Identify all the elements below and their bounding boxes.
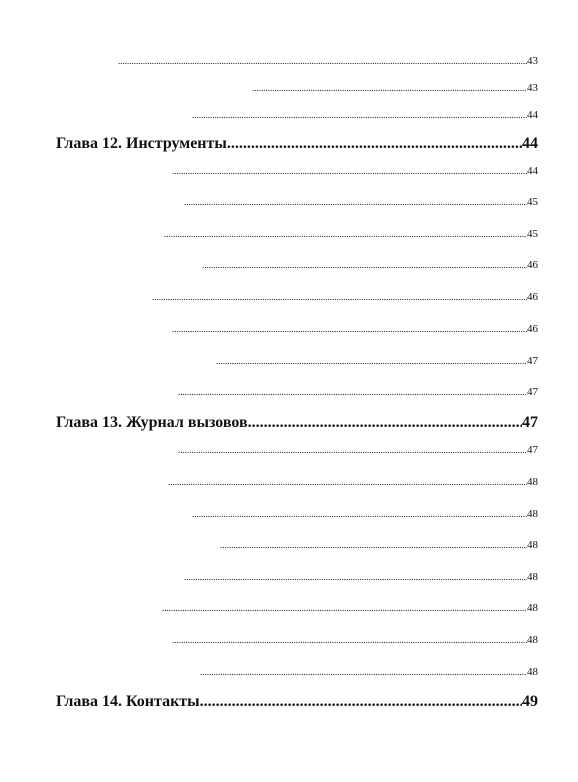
- toc-entry[interactable]: [164, 227, 538, 241]
- dot-leader: [252, 81, 527, 95]
- dot-leader: [248, 413, 522, 433]
- toc-entry[interactable]: [184, 570, 538, 584]
- toc-entry[interactable]: [184, 195, 538, 209]
- dot-leader: [168, 475, 527, 489]
- toc-chapter-13[interactable]: [56, 413, 538, 433]
- toc-page-number: 44: [522, 135, 538, 152]
- toc-entry[interactable]: [172, 164, 538, 178]
- toc-page-number: 48: [527, 476, 538, 488]
- toc-entry[interactable]: [162, 601, 538, 615]
- dot-leader: [162, 601, 527, 615]
- toc-entry[interactable]: [178, 385, 538, 399]
- toc-chapter-title: Глава 12. Инструменты: [56, 135, 227, 152]
- dot-leader: [172, 164, 527, 178]
- dot-leader: [227, 134, 522, 154]
- toc-page-number: 45: [527, 228, 538, 240]
- dot-leader: [152, 290, 527, 304]
- dot-leader: [202, 258, 527, 272]
- toc-page-number: 48: [527, 508, 538, 520]
- toc-entry[interactable]: [216, 354, 538, 368]
- toc-page-number: 43: [527, 55, 538, 67]
- toc-page-number: 48: [527, 634, 538, 646]
- toc-page-number: 47: [522, 414, 538, 431]
- toc-chapter-14[interactable]: [56, 692, 538, 712]
- toc-entry[interactable]: [152, 290, 538, 304]
- toc-entry[interactable]: [220, 538, 538, 552]
- toc-page-number: 48: [527, 539, 538, 551]
- dot-leader: [192, 507, 527, 521]
- dot-leader: [164, 227, 527, 241]
- toc-page-number: 44: [527, 109, 538, 121]
- dot-leader: [172, 322, 527, 336]
- toc-entry[interactable]: [192, 108, 538, 122]
- toc-entry[interactable]: [118, 54, 538, 68]
- dot-leader: [184, 570, 527, 584]
- dot-leader: [200, 665, 527, 679]
- dot-leader: [192, 108, 527, 122]
- toc-chapter-title: Глава 13. Журнал вызовов: [56, 414, 248, 431]
- toc-page-number: 47: [527, 444, 538, 456]
- dot-leader: [118, 54, 527, 68]
- toc-entry[interactable]: [168, 475, 538, 489]
- toc-page-number: 47: [527, 355, 538, 367]
- toc-entry[interactable]: [192, 507, 538, 521]
- dot-leader: [216, 354, 527, 368]
- toc-page-number: 48: [527, 571, 538, 583]
- toc-page-number: 45: [527, 196, 538, 208]
- toc-page-number: 49: [522, 693, 538, 710]
- dot-leader: [184, 195, 527, 209]
- dot-leader: [178, 385, 527, 399]
- toc-entry[interactable]: [200, 665, 538, 679]
- dot-leader: [220, 538, 527, 552]
- toc-chapter-title: Глава 14. Контакты.: [56, 693, 204, 710]
- toc-entry[interactable]: [202, 258, 538, 272]
- toc-entry[interactable]: [172, 322, 538, 336]
- toc-page-number: 46: [527, 291, 538, 303]
- dot-leader: [172, 633, 527, 647]
- toc-page-number: 47: [527, 386, 538, 398]
- toc-page-number: 46: [527, 323, 538, 335]
- toc-chapter-12[interactable]: [56, 134, 538, 154]
- dot-leader: [178, 443, 527, 457]
- dot-leader: [204, 692, 522, 712]
- toc-entry[interactable]: [252, 81, 538, 95]
- toc-entry[interactable]: [172, 633, 538, 647]
- toc-page-number: 43: [527, 82, 538, 94]
- toc-page-number: 44: [527, 165, 538, 177]
- toc-page-number: 46: [527, 259, 538, 271]
- toc-page-number: 48: [527, 602, 538, 614]
- toc-page-number: 48: [527, 666, 538, 678]
- toc-entry[interactable]: [178, 443, 538, 457]
